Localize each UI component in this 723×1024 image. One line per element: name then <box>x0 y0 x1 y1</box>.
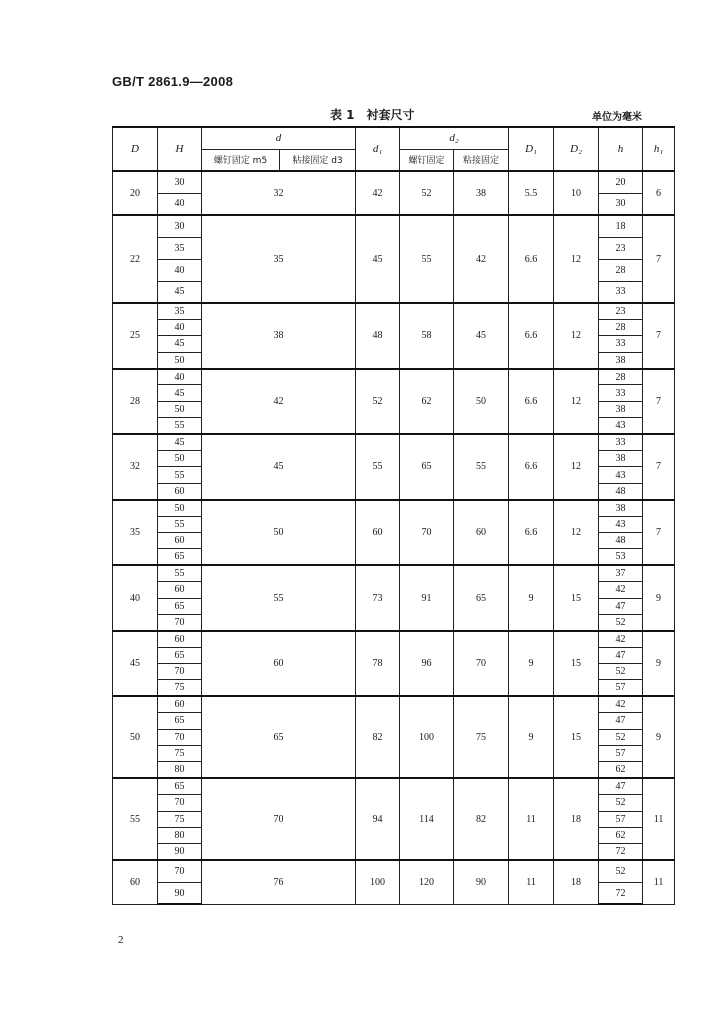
cell-d: 50 <box>202 500 356 566</box>
cell-h: 23 <box>599 237 643 259</box>
cell-h1: 6 <box>643 171 675 215</box>
cell-H: 40 <box>158 369 202 385</box>
cell-h: 20 <box>599 171 643 193</box>
cell-h: 57 <box>599 811 643 827</box>
cell-h: 28 <box>599 319 643 335</box>
cell-H: 90 <box>158 882 202 904</box>
cell-h: 43 <box>599 516 643 532</box>
table-row <box>113 500 675 516</box>
cell-h: 28 <box>599 369 643 385</box>
cell-D: 20 <box>113 171 158 215</box>
cell-H: 90 <box>158 844 202 860</box>
cell-d2-screw: 96 <box>400 631 454 697</box>
cell-d2-glue: 45 <box>454 303 509 369</box>
cell-d2-screw: 100 <box>400 696 454 778</box>
cell-H: 45 <box>158 385 202 401</box>
cell-D: 55 <box>113 778 158 860</box>
cell-D: 28 <box>113 369 158 435</box>
cell-d2-screw: 55 <box>400 215 454 303</box>
cell-D: 35 <box>113 500 158 566</box>
header-d2-screw: 螺钉固定 <box>400 149 454 171</box>
cell-d2-glue: 42 <box>454 215 509 303</box>
cell-h: 42 <box>599 582 643 598</box>
cell-D2: 12 <box>554 369 599 435</box>
cell-h1: 11 <box>643 778 675 860</box>
header-D1: D₁ <box>509 127 554 171</box>
cell-D1: 6.6 <box>509 500 554 566</box>
cell-d2-glue: 75 <box>454 696 509 778</box>
cell-h: 23 <box>599 303 643 319</box>
cell-H: 60 <box>158 631 202 647</box>
header-h1: h₁ <box>643 127 675 171</box>
cell-d: 65 <box>202 696 356 778</box>
cell-D1: 6.6 <box>509 434 554 500</box>
table-row <box>113 631 675 647</box>
cell-H: 40 <box>158 319 202 335</box>
page-number: 2 <box>118 934 124 946</box>
cell-H: 65 <box>158 713 202 729</box>
cell-d: 55 <box>202 565 356 631</box>
cell-d2-screw: 120 <box>400 860 454 904</box>
cell-D2: 18 <box>554 778 599 860</box>
cell-d2-glue: 90 <box>454 860 509 904</box>
table-row <box>113 565 675 581</box>
cell-d1: 94 <box>356 778 400 860</box>
cell-h: 57 <box>599 680 643 696</box>
cell-H: 45 <box>158 336 202 352</box>
cell-H: 70 <box>158 860 202 882</box>
cell-D: 25 <box>113 303 158 369</box>
header-d-screw: 螺钉固定 m5 <box>202 149 280 171</box>
cell-H: 50 <box>158 451 202 467</box>
cell-H: 65 <box>158 598 202 614</box>
table-row <box>113 778 675 794</box>
cell-h1: 7 <box>643 215 675 303</box>
cell-h: 62 <box>599 828 643 844</box>
cell-h: 43 <box>599 418 643 434</box>
table-row <box>113 215 675 237</box>
cell-H: 75 <box>158 680 202 696</box>
cell-h: 57 <box>599 746 643 762</box>
cell-h: 38 <box>599 352 643 368</box>
cell-d2-screw: 114 <box>400 778 454 860</box>
cell-H: 70 <box>158 729 202 745</box>
cell-D: 60 <box>113 860 158 904</box>
cell-h: 33 <box>599 336 643 352</box>
cell-d1: 82 <box>356 696 400 778</box>
cell-D2: 12 <box>554 303 599 369</box>
cell-h: 52 <box>599 729 643 745</box>
cell-d2-glue: 50 <box>454 369 509 435</box>
cell-d2-glue: 38 <box>454 171 509 215</box>
cell-H: 50 <box>158 401 202 417</box>
header-d: d <box>202 127 356 149</box>
cell-h: 38 <box>599 500 643 516</box>
cell-D2: 12 <box>554 434 599 500</box>
cell-H: 30 <box>158 171 202 193</box>
cell-d2-glue: 60 <box>454 500 509 566</box>
cell-d: 70 <box>202 778 356 860</box>
cell-d1: 100 <box>356 860 400 904</box>
cell-h: 30 <box>599 193 643 215</box>
cell-h: 47 <box>599 647 643 663</box>
cell-h: 47 <box>599 713 643 729</box>
cell-h: 72 <box>599 844 643 860</box>
cell-d1: 55 <box>356 434 400 500</box>
cell-d2-screw: 62 <box>400 369 454 435</box>
cell-D2: 15 <box>554 696 599 778</box>
cell-d2-glue: 55 <box>454 434 509 500</box>
cell-d1: 42 <box>356 171 400 215</box>
cell-D2: 15 <box>554 631 599 697</box>
cell-D2: 18 <box>554 860 599 904</box>
cell-h: 52 <box>599 664 643 680</box>
cell-h1: 7 <box>643 369 675 435</box>
cell-d: 35 <box>202 215 356 303</box>
cell-d: 60 <box>202 631 356 697</box>
cell-H: 45 <box>158 434 202 450</box>
table-row <box>113 860 675 882</box>
cell-D2: 15 <box>554 565 599 631</box>
cell-D: 50 <box>113 696 158 778</box>
header-D: D <box>113 127 158 171</box>
cell-D: 40 <box>113 565 158 631</box>
cell-h: 47 <box>599 598 643 614</box>
cell-h: 42 <box>599 631 643 647</box>
cell-D: 22 <box>113 215 158 303</box>
cell-h1: 11 <box>643 860 675 904</box>
cell-h: 52 <box>599 860 643 882</box>
cell-D1: 6.6 <box>509 215 554 303</box>
cell-H: 40 <box>158 259 202 281</box>
cell-H: 50 <box>158 352 202 368</box>
cell-d2-screw: 91 <box>400 565 454 631</box>
cell-H: 70 <box>158 795 202 811</box>
cell-h1: 9 <box>643 631 675 697</box>
cell-h1: 9 <box>643 696 675 778</box>
header-d2-glue: 粘接固定 <box>454 149 509 171</box>
cell-d2-glue: 65 <box>454 565 509 631</box>
cell-H: 40 <box>158 193 202 215</box>
cell-H: 75 <box>158 811 202 827</box>
cell-h: 53 <box>599 549 643 565</box>
cell-h: 33 <box>599 281 643 303</box>
cell-H: 60 <box>158 532 202 548</box>
cell-H: 60 <box>158 483 202 499</box>
cell-D2: 12 <box>554 215 599 303</box>
cell-H: 75 <box>158 746 202 762</box>
cell-h: 33 <box>599 385 643 401</box>
cell-d2-glue: 82 <box>454 778 509 860</box>
cell-D1: 5.5 <box>509 171 554 215</box>
cell-h1: 9 <box>643 565 675 631</box>
table-row <box>113 696 675 712</box>
cell-h1: 7 <box>643 303 675 369</box>
cell-H: 35 <box>158 303 202 319</box>
cell-d2-screw: 70 <box>400 500 454 566</box>
cell-h: 33 <box>599 434 643 450</box>
cell-d2-screw: 58 <box>400 303 454 369</box>
bushing-dimension-table <box>112 126 675 905</box>
cell-D: 45 <box>113 631 158 697</box>
header-d1: d₁ <box>356 127 400 171</box>
header-H: H <box>158 127 202 171</box>
table-row <box>113 171 675 193</box>
cell-h: 38 <box>599 451 643 467</box>
table-row <box>113 369 675 385</box>
cell-h: 52 <box>599 614 643 630</box>
cell-D: 32 <box>113 434 158 500</box>
cell-H: 55 <box>158 516 202 532</box>
cell-H: 60 <box>158 696 202 712</box>
cell-d2-glue: 70 <box>454 631 509 697</box>
table-row <box>113 303 675 319</box>
cell-H: 60 <box>158 582 202 598</box>
header-D2: D₂ <box>554 127 599 171</box>
standard-number: GB/T 2861.9—2008 <box>112 74 234 89</box>
cell-H: 65 <box>158 647 202 663</box>
cell-d: 76 <box>202 860 356 904</box>
cell-h: 62 <box>599 762 643 778</box>
cell-D1: 9 <box>509 631 554 697</box>
cell-H: 55 <box>158 565 202 581</box>
cell-D1: 11 <box>509 778 554 860</box>
cell-H: 30 <box>158 215 202 237</box>
cell-D2: 10 <box>554 171 599 215</box>
cell-H: 55 <box>158 467 202 483</box>
cell-H: 65 <box>158 549 202 565</box>
header-d-glue: 粘接固定 d3 <box>280 149 356 171</box>
cell-H: 80 <box>158 828 202 844</box>
cell-H: 65 <box>158 778 202 794</box>
table-row <box>113 434 675 450</box>
cell-h: 72 <box>599 882 643 904</box>
cell-H: 55 <box>158 418 202 434</box>
cell-d1: 73 <box>356 565 400 631</box>
cell-h: 43 <box>599 467 643 483</box>
cell-D1: 11 <box>509 860 554 904</box>
cell-d1: 52 <box>356 369 400 435</box>
cell-d: 42 <box>202 369 356 435</box>
cell-H: 35 <box>158 237 202 259</box>
cell-d: 32 <box>202 171 356 215</box>
cell-H: 45 <box>158 281 202 303</box>
cell-d1: 48 <box>356 303 400 369</box>
table-caption: 表 1 衬套尺寸 <box>330 108 415 122</box>
cell-h: 48 <box>599 483 643 499</box>
cell-D1: 6.6 <box>509 369 554 435</box>
cell-h1: 7 <box>643 434 675 500</box>
cell-h: 37 <box>599 565 643 581</box>
cell-h: 28 <box>599 259 643 281</box>
unit-note: 单位为毫米 <box>592 112 642 123</box>
cell-h1: 7 <box>643 500 675 566</box>
cell-H: 70 <box>158 614 202 630</box>
cell-D2: 12 <box>554 500 599 566</box>
cell-h: 18 <box>599 215 643 237</box>
cell-h: 38 <box>599 401 643 417</box>
cell-h: 42 <box>599 696 643 712</box>
cell-d1: 45 <box>356 215 400 303</box>
cell-d2-screw: 52 <box>400 171 454 215</box>
cell-H: 50 <box>158 500 202 516</box>
cell-H: 80 <box>158 762 202 778</box>
cell-d: 45 <box>202 434 356 500</box>
table-body <box>113 171 675 904</box>
cell-h: 47 <box>599 778 643 794</box>
cell-h: 48 <box>599 532 643 548</box>
cell-h: 52 <box>599 795 643 811</box>
cell-D1: 6.6 <box>509 303 554 369</box>
cell-H: 70 <box>158 664 202 680</box>
cell-d: 38 <box>202 303 356 369</box>
cell-d2-screw: 65 <box>400 434 454 500</box>
header-d2: d₂ <box>400 127 509 149</box>
cell-D1: 9 <box>509 696 554 778</box>
cell-D1: 9 <box>509 565 554 631</box>
header-h: h <box>599 127 643 171</box>
cell-d1: 60 <box>356 500 400 566</box>
cell-d1: 78 <box>356 631 400 697</box>
